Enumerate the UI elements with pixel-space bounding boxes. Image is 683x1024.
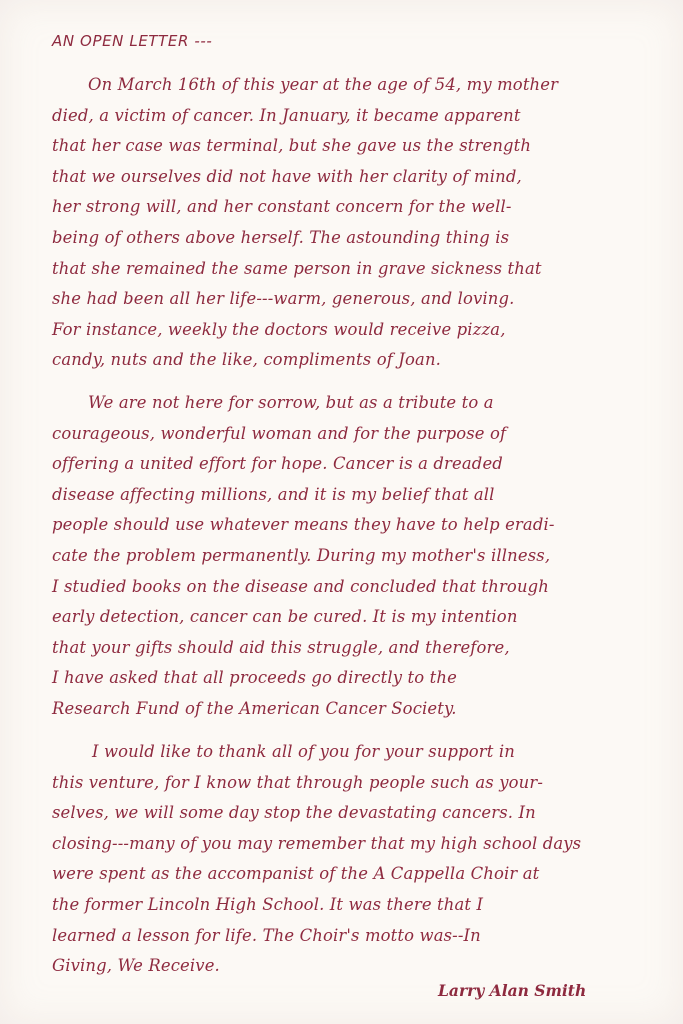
text-line: that your gifts should aid this struggle, and therefore, [52, 637, 510, 657]
signature: Larry Alan Smith [438, 981, 587, 1000]
text-line: that she remained the same person in grave sickness that [52, 258, 542, 278]
paragraph-2 [52, 388, 662, 725]
paragraph-1 [52, 70, 662, 376]
text-line: her strong will, and her constant concern for the well- [52, 197, 512, 217]
text-line: candy, nuts and the like, compliments of Joan. [52, 350, 442, 370]
text-line: selves, we will some day stop the devastating cancers. In [52, 803, 536, 823]
text-line: For instance, weekly the doctors would receive pizza, [52, 319, 506, 339]
text-line: learned a lesson for life. The Choir's motto was--In [52, 925, 481, 945]
text-line: cate the problem permanently. During my mother's illness, [52, 545, 551, 565]
text-line: Giving, We Receive. [52, 956, 220, 976]
paragraph-3 [52, 737, 662, 982]
text-line: she had been all her life---warm, generous, and loving. [52, 289, 515, 309]
text-line: that we ourselves did not have with her clarity of mind, [52, 166, 522, 186]
letter-heading: AN OPEN LETTER --- [52, 32, 213, 50]
text-line: I have asked that all proceeds go directly to the [52, 668, 457, 688]
text-line: died, a victim of cancer. In January, it became apparent [52, 105, 521, 125]
text-line: were spent as the accompanist of the A Cappella Choir at [52, 864, 540, 884]
text-line: I studied books on the disease and concluded that through [52, 576, 550, 596]
text-line: being of others above herself. The astounding thing is [52, 227, 510, 247]
text-line: offering a united effort for hope. Cancer is a dreaded [52, 454, 503, 474]
text-line: people should use whatever means they have to help eradi- [52, 515, 555, 535]
text-line: the former Lincoln High School. It was there that I [52, 894, 484, 914]
text-line: disease affecting millions, and it is my belief that all [52, 484, 495, 504]
text-line: this venture, for I know that through people such as your- [52, 772, 544, 792]
text-line: closing---many of you may remember that my high school days [52, 833, 582, 853]
text-line: early detection, cancer can be cured. It is my intention [52, 607, 518, 627]
text-line: that her case was terminal, but she gave us the strength [52, 136, 532, 156]
text-line: We are not here for sorrow, but as a tribute to a [88, 393, 494, 412]
text-line: I would like to thank all of you for your support in [92, 742, 515, 761]
text-line: On March 16th of this year at the age of 54, my mother [88, 75, 559, 94]
text-line: Research Fund of the American Cancer Society. [52, 698, 457, 718]
text-line: courageous, wonderful woman and for the purpose of [52, 423, 507, 443]
